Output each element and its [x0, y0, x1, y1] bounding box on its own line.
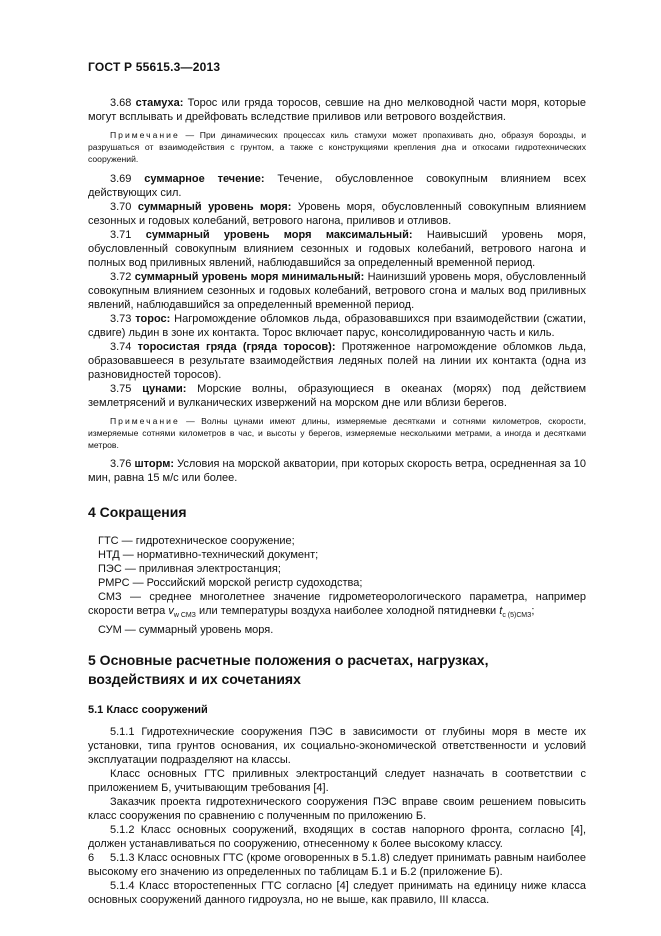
smz-text-1: СМЗ — среднее многолетнее значение гидрометеорологического параметра, например скорости ветра: [88, 591, 586, 618]
subsection-5-1-heading: 5.1 Класс сооружений: [88, 704, 208, 717]
abbreviation-item: РМРС — Российский морской регистр судоходства;: [98, 577, 363, 590]
term-number: 3.68: [110, 97, 132, 109]
term-definition: Наивысший уровень моря, обусловленный совокупным влиянием сезонных и годовых колебаний, ветрового нагона и полных вод приливных явлений, наблюдавшийся за определенный временной период.: [88, 228, 586, 269]
abbreviation-item-smz: [88, 590, 586, 623]
term-name: суммарный уровень моря минимальный:: [134, 270, 365, 283]
term-3-68: [88, 96, 586, 124]
abbreviation-item: СУМ — суммарный уровень моря.: [98, 624, 274, 637]
section-5-heading: 5 Основные расчетные положения о расчетах, нагрузках, воздействиях и их сочетаниях: [88, 652, 489, 688]
abbreviation-item: НТД — нормативно-технический документ;: [98, 549, 319, 562]
term-definition: Наинизший уровень моря, обусловленный совокупным влиянием сезонных и годовых колебаний, ветрового сгона и малых вод приливных явлений, наблюдавшийся за определенный временной период.: [88, 270, 586, 311]
var-v-subscript: w СМЗ: [173, 612, 196, 620]
term-name: торосистая гряда (гряда торосов):: [137, 340, 336, 353]
term-3-72: [88, 270, 586, 312]
var-v: v: [168, 605, 174, 618]
term-definition: Условия на морской акватории, при которых скорость ветра, осредненная за 10 мин, равна 15 м/с или более.: [88, 458, 586, 485]
clause-5-1-2: 5.1.2 Класс основных сооружений, входящих в состав напорного фронта, согласно [4], должен устанавливаться по сооружению, отнесенному к более высокому классу.: [88, 824, 586, 851]
term-definition: Торос или гряда торосов, севшие на дно мелководной части моря, которые могут всплывать и дрейфовать вследствие приливов или ветрового воздействия.: [88, 97, 587, 123]
var-t: t: [499, 605, 503, 618]
section-4-heading: 4 Сокращения: [88, 504, 187, 521]
clause-5-1-3: 5.1.3 Класс основных ГТС (кроме оговоренных в 5.1.8) следует принимать равным наиболее высокому его значению из определенных по таблицам Б.1 и Б.2 (приложение Б).: [88, 852, 586, 879]
abbreviation-item: ГТС — гидротехническое сооружение;: [98, 535, 295, 548]
term-number: 3.69: [110, 172, 132, 185]
term-number: 3.72: [110, 270, 132, 283]
term-number: 3.73: [110, 312, 132, 325]
abbreviation-item: ПЭС — приливная электростанция;: [98, 563, 281, 576]
term-name: суммарное течение:: [144, 172, 265, 185]
clause-5-1-4: 5.1.4 Класс второстепенных ГТС согласно [4] следует принимать на единицу ниже класса основных сооружений данного гидроузла, но не выше, как правило, III класса.: [88, 880, 586, 907]
term-definition: Протяженное нагромождение обломков льда, образовавшееся в результате взаимодействия ледяных полей на линии их контакта (одна из разновидностей торосов).: [88, 340, 587, 381]
smz-end: ;: [531, 605, 535, 618]
term-name: суммарный уровень моря:: [137, 200, 292, 213]
term-name: шторм:: [134, 458, 174, 471]
note-text: — Волны цунами имеют длины, измеряемые десятками и сотнями километров, скорости, измеряемые сотнями километров в час, и высоты у берегов, измеряемые несколькими метрами, а иногда и десятками метров.: [88, 415, 586, 451]
term-name: цунами:: [142, 382, 187, 395]
term-number: 3.70: [110, 200, 132, 213]
clause-5-1-1: 5.1.1 Гидротехнические сооружения ПЭС в зависимости от глубины моря в месте их установки, типа грунтов основания, их социально-экономической ответственности и условий эксплуатации подразделяют на классы.: [88, 726, 586, 767]
note-text: — При динамических процессах киль стамухи может пропахивать дно, образуя борозды, и разрушаться от взаимодействия с грунтом, а также с конструкциями крепления дна и откосами гидротехнических сооружений.: [88, 130, 587, 165]
term-definition: Уровень моря, обусловленный совокупным влиянием сезонных и годовых колебаний, ветрового нагона, приливов и отливов.: [88, 200, 587, 227]
term-name: торос:: [135, 312, 171, 325]
note-3-75: [88, 415, 586, 452]
term-3-73: [88, 312, 586, 340]
term-3-70: [88, 200, 586, 228]
term-3-71: [88, 228, 586, 270]
smz-text-2: или температуры воздуха наиболее холодной пятидневки: [198, 605, 497, 618]
page-content: [88, 96, 586, 907]
abbreviation-list: [88, 534, 586, 637]
note-label: Примечание: [110, 415, 180, 426]
standard-header: ГОСТ Р 55615.3—2013: [88, 60, 221, 74]
term-definition: Нагромождение обломков льда, образовавшихся при взаимодействии (сжатии, сдвиге) льдин в зоне их контакта. Торос включает парус, консолидированную часть и киль.: [88, 312, 587, 339]
clause-5-1-1-para-a: Класс основных ГТС приливных электростанций следует назначать в соответствии с приложением Б, учитывающим требования [4].: [88, 768, 586, 795]
note-label: Примечание: [110, 130, 180, 140]
term-number: 3.71: [110, 228, 132, 241]
term-definition: Течение, обусловленное совокупным влиянием всех действующих сил.: [88, 172, 587, 199]
note-3-68: [88, 129, 586, 166]
term-number: 3.74: [110, 340, 132, 353]
term-number: 3.75: [110, 382, 132, 395]
term-3-74: [88, 340, 586, 382]
term-definition: Морские волны, образующиеся в океанах (морях) под действием землетрясений и вулканических извержений на морском дне или вблизи берегов.: [88, 382, 587, 409]
page-number: 6: [88, 852, 95, 864]
clause-5-1-1-para-b: Заказчик проекта гидротехнического сооружения ПЭС вправе своим решением повысить класс сооружения по сравнению с полученным по приложению Б.: [88, 796, 586, 823]
term-3-69: [88, 172, 586, 200]
var-t-subscript: c (5)СМЗ: [502, 612, 532, 620]
term-number: 3.76: [110, 458, 132, 471]
term-name: суммарный уровень моря максимальный:: [145, 228, 413, 241]
term-3-76: [88, 457, 586, 485]
term-3-75: [88, 382, 586, 410]
term-name: стамуха:: [135, 97, 184, 109]
